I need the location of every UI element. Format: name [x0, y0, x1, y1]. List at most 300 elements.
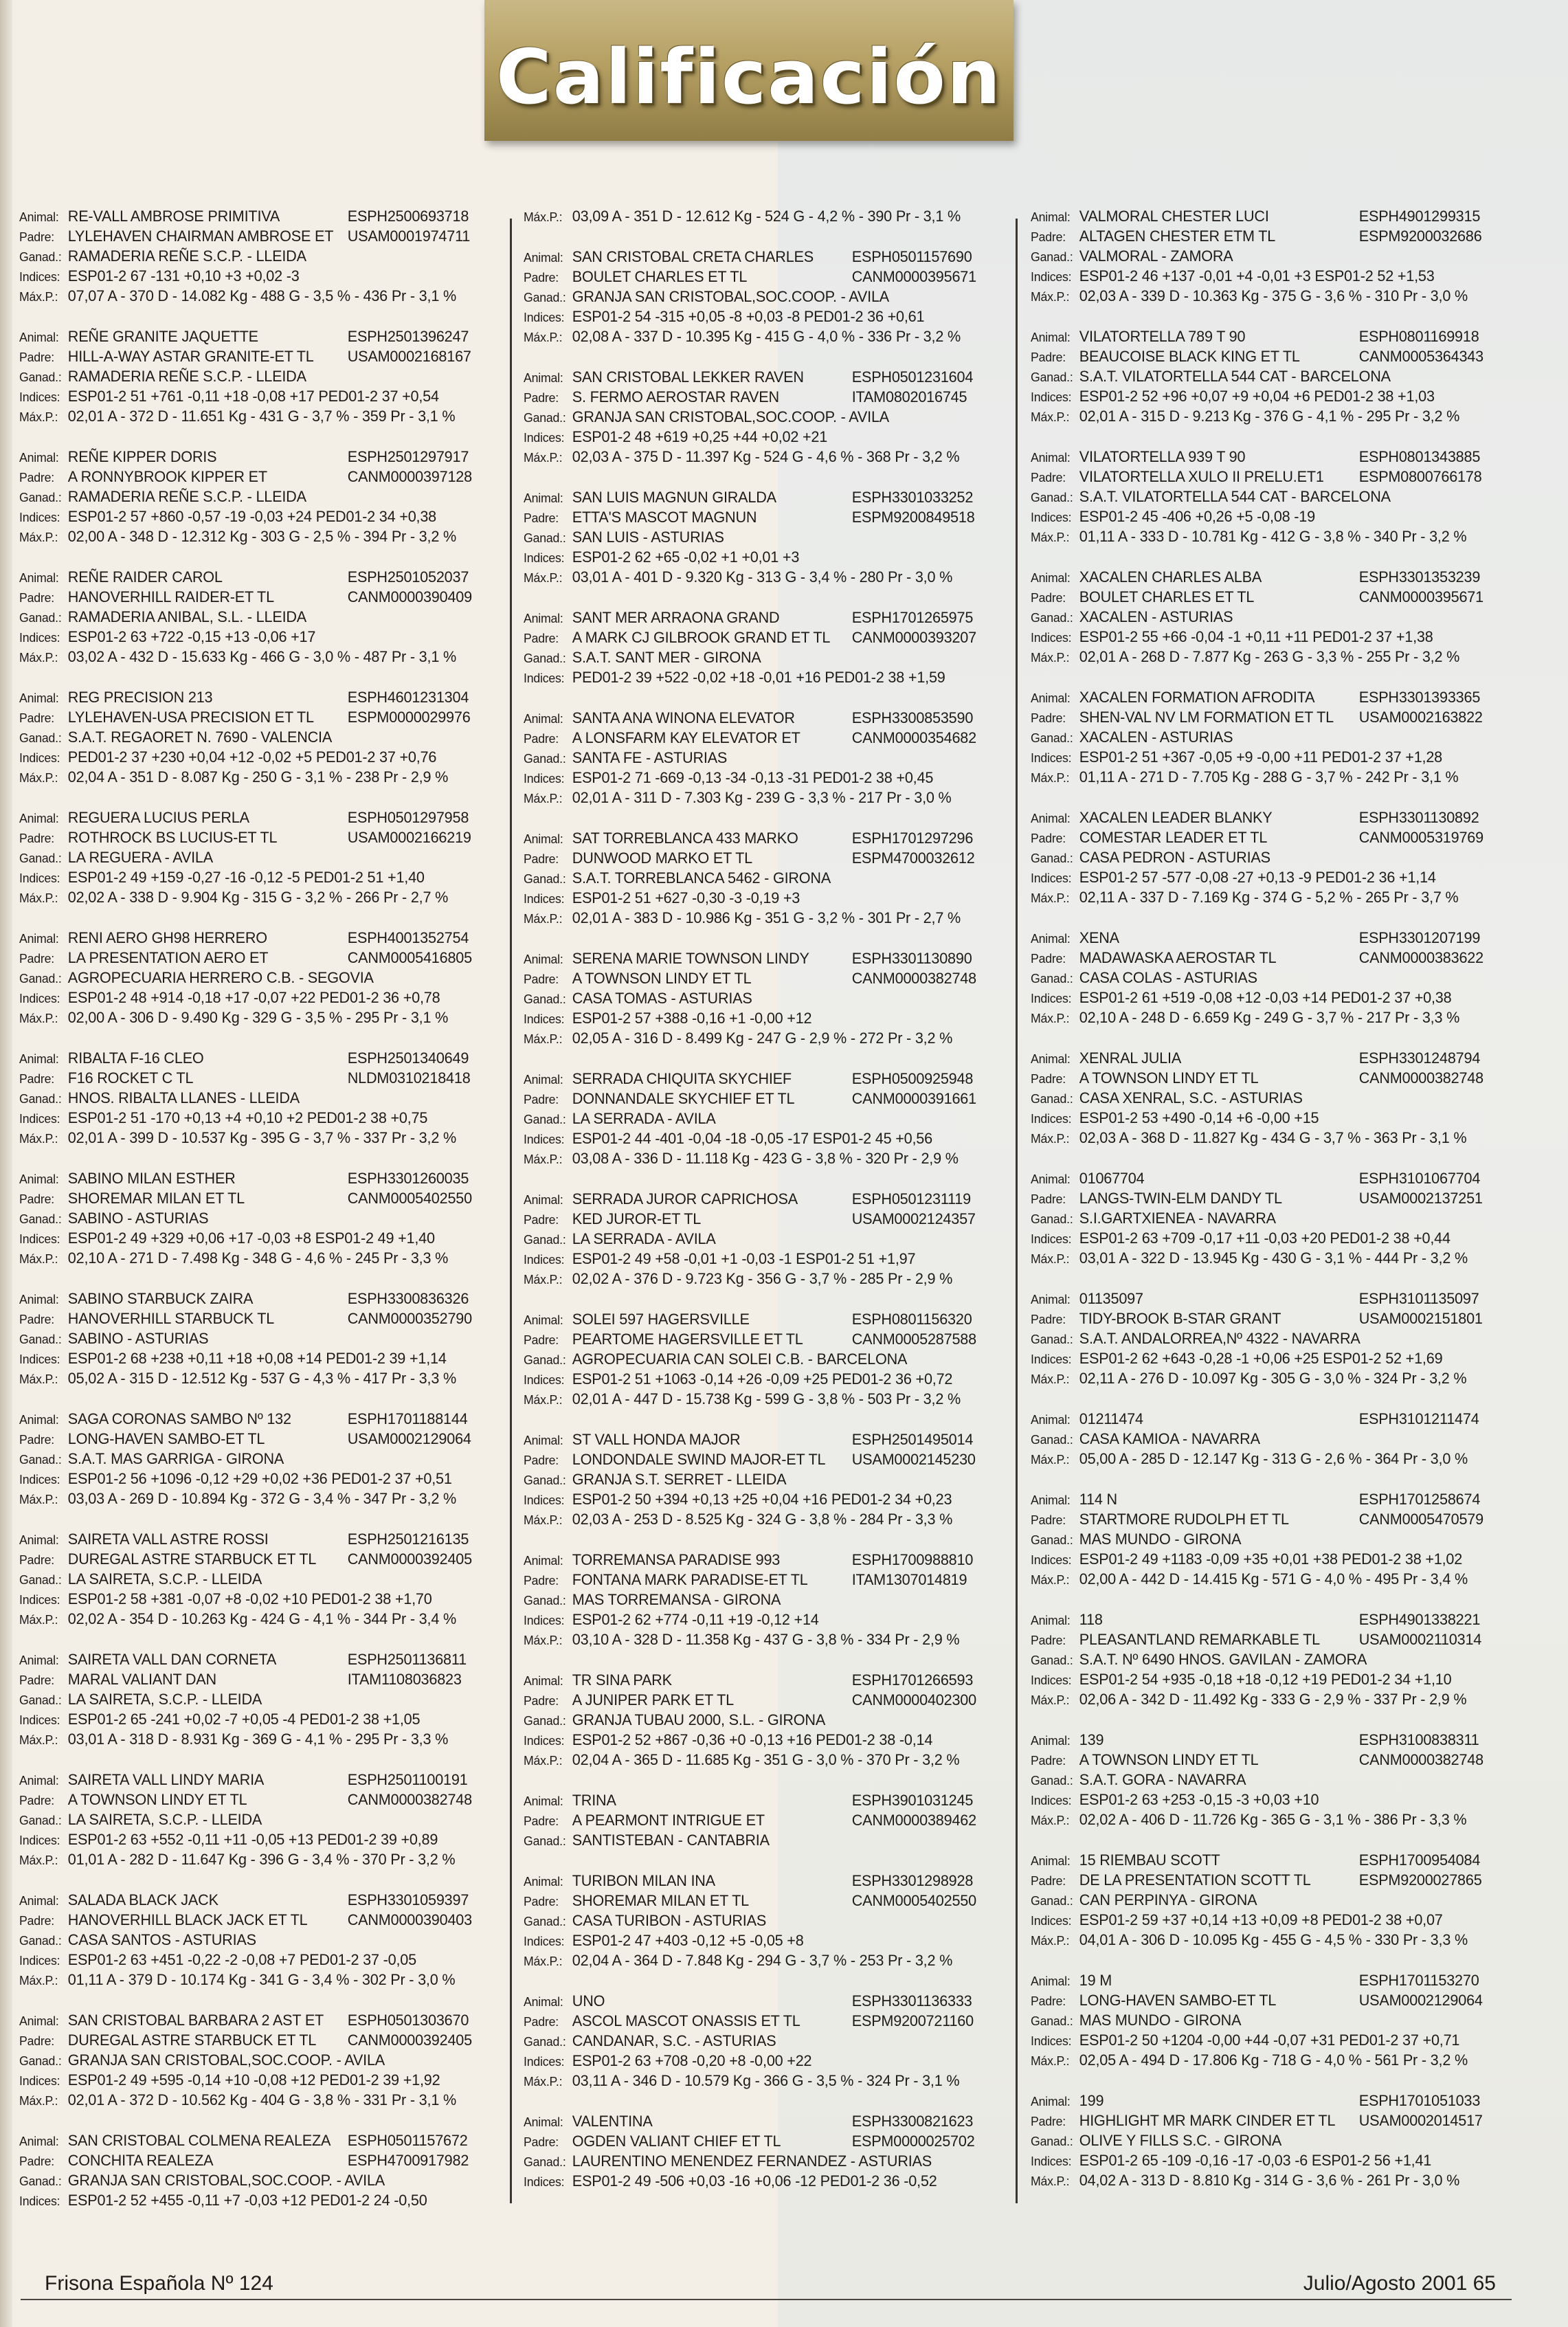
field-value: 02,08 A - 337 D - 10.395 Kg - 415 G - 4,0 % - 336 Pr - 3,2 %: [572, 328, 961, 345]
field-value: 03,01 A - 401 D - 9.320 Kg - 313 G - 3,4 % - 280 Pr - 3,0 %: [572, 568, 953, 586]
field-value: OGDEN VALIANT CHIEF ET TL: [572, 2133, 781, 2150]
field-value: SANTA FE - ASTURIAS: [572, 749, 728, 766]
entry-line: [524, 1590, 998, 1610]
entry-line: [19, 1669, 493, 1689]
field-value: ESP01-2 45 -406 +0,26 +5 -0,08 -19: [1079, 508, 1315, 525]
entry-line: [524, 868, 998, 888]
registration-code: ESPH1701266593: [851, 1671, 974, 1689]
entry-line: [19, 1007, 493, 1027]
field-label: Animal:: [1031, 1854, 1071, 1868]
field-value: 02,06 A - 342 D - 11.492 Kg - 333 G - 2,9 % - 337 Pr - 2,9 %: [1079, 1691, 1467, 1708]
entry-line: [19, 687, 493, 707]
field-value: 04,01 A - 306 D - 10.095 Kg - 455 G - 4,5 % - 330 Pr - 3,3 %: [1079, 1931, 1468, 1948]
entry-line: [1031, 246, 1505, 266]
registration-code: ESPH3301260035: [347, 1170, 469, 1187]
entry-line: [1031, 447, 1505, 467]
field-value: BEAUCOISE BLACK KING ET TL: [1079, 348, 1300, 365]
field-label: Máx.P.:: [524, 1273, 563, 1287]
field-label: Padre:: [1031, 591, 1066, 605]
field-value: A TOWNSON LINDY ET TL: [572, 970, 752, 987]
registration-code: CANM0000383622: [1358, 949, 1483, 966]
entry-line: [19, 386, 493, 406]
field-label: Ganad.:: [524, 1473, 566, 1487]
entry-line: [19, 1790, 493, 1810]
field-value: LA SAIRETA, S.C.P. - LLEIDA: [67, 1691, 262, 1708]
entry-line: [19, 246, 493, 266]
field-label: Ganad.:: [1031, 1654, 1073, 1667]
registration-code: ESPH4901299315: [1358, 208, 1481, 225]
animal-entry: [19, 928, 502, 1027]
field-label: Ganad.:: [19, 370, 62, 384]
field-value: ESP01-2 62 +774 -0,11 +19 -0,12 +14: [572, 1611, 819, 1628]
field-value: DUREGAL ASTRE STARBUCK ET TL: [67, 2031, 317, 2049]
entry-line: [1031, 2091, 1505, 2111]
field-label: Indices:: [1031, 1794, 1072, 1807]
field-value: 03,02 A - 432 D - 15.633 Kg - 466 G - 3,0 % - 487 Pr - 3,1 %: [67, 648, 457, 665]
field-value: CASA TOMAS - ASTURIAS: [572, 990, 752, 1007]
field-value: XACALEN - ASTURIAS: [1079, 608, 1233, 625]
field-label: Máx.P.:: [19, 2094, 58, 2108]
entry-line: [1031, 1790, 1505, 1810]
field-value: LA REGUERA - AVILA: [67, 849, 213, 866]
field-value: REG PRECISION 213: [67, 689, 213, 706]
field-value: GRANJA SAN CRISTOBAL,SOC.COOP. - AVILA: [572, 288, 890, 305]
registration-code: ESPH1701258674: [1358, 1491, 1481, 1508]
entry-line: [1031, 1930, 1505, 1950]
entry-line: [1031, 2170, 1505, 2190]
registration-code: ESPH0501231119: [851, 1190, 971, 1207]
field-value: S.A.T. TORREBLANCA 5462 - GIRONA: [572, 869, 831, 887]
field-label: Ganad.:: [1031, 2135, 1073, 2148]
field-value: S.A.T. ANDALORREA,Nº 4322 - NAVARRA: [1079, 1330, 1360, 1347]
entry-line: [19, 727, 493, 747]
field-label: Animal:: [19, 812, 59, 825]
entry-line: [524, 1730, 998, 1750]
registration-code: ESPH0501303670: [347, 2012, 469, 2029]
registration-code: CANM0000391661: [851, 1090, 976, 1107]
field-value: 02,02 A - 354 D - 10.263 Kg - 424 G - 4,1 % - 344 Pr - 3,4 %: [67, 1610, 457, 1627]
field-value: F16 ROCKET C TL: [67, 1069, 194, 1087]
registration-code: ESPH0501157690: [851, 248, 972, 265]
field-value: LA SAIRETA, S.C.P. - LLEIDA: [67, 1570, 262, 1588]
field-value: HILL-A-WAY ASTAR GRANITE-ET TL: [67, 348, 314, 365]
field-value: SABINO - ASTURIAS: [67, 1330, 209, 1347]
field-label: Padre:: [19, 2034, 54, 2048]
entry-line: [1031, 1850, 1505, 1870]
field-value: BOULET CHARLES ET TL: [1079, 588, 1255, 605]
field-label: Animal:: [524, 1073, 563, 1087]
field-label: Ganad.:: [524, 1594, 566, 1607]
entry-line: [19, 1328, 493, 1348]
field-value: 01,11 A - 271 D - 7.705 Kg - 288 G - 3,7 % - 242 Pr - 3,1 %: [1079, 768, 1459, 786]
registration-code: CANM0000354682: [851, 729, 976, 746]
field-label: Ganad.:: [524, 531, 566, 545]
registration-code: USAM0001974711: [347, 227, 471, 245]
field-label: Padre:: [524, 1895, 559, 1908]
registration-code: ESPH3300836326: [347, 1290, 469, 1307]
animal-entry: [19, 687, 502, 787]
entry-line: [1031, 386, 1505, 406]
field-value: TORREMANSA PARADISE 993: [572, 1551, 781, 1568]
animal-entry: [1031, 1409, 1513, 1469]
entry-line: [524, 387, 998, 407]
entry-line: [524, 1269, 998, 1289]
field-value: PED01-2 39 +522 -0,02 +18 -0,01 +16 PED01-2 38 +1,59: [572, 669, 945, 686]
field-label: Ganad.:: [524, 1834, 566, 1848]
field-value: 03,01 A - 318 D - 8.931 Kg - 369 G - 4,1 % - 295 Pr - 3,3 %: [67, 1730, 449, 1748]
field-label: Padre:: [1031, 1994, 1066, 2008]
field-label: Indices:: [1031, 390, 1072, 404]
field-label: Animal:: [19, 1413, 59, 1427]
registration-code: USAM0002151801: [1358, 1310, 1483, 1327]
field-label: Máx.P.:: [1031, 1453, 1070, 1467]
field-value: 02,03 A - 375 D - 11.397 Kg - 524 G - 4,6 % - 368 Pr - 3,2 %: [572, 448, 960, 465]
entry-line: [19, 887, 493, 907]
field-label: Padre:: [1031, 1313, 1066, 1326]
field-value: HANOVERHILL STARBUCK TL: [67, 1310, 275, 1327]
field-value: S.A.T. MAS GARRIGA - GIRONA: [67, 1450, 284, 1467]
field-value: A PEARMONT INTRIGUE ET: [572, 1812, 765, 1829]
entry-line: [524, 247, 998, 267]
entry-line: [19, 1248, 493, 1268]
field-label: Indices:: [19, 2194, 60, 2208]
field-value: 01135097: [1079, 1290, 1143, 1307]
entry-line: [524, 708, 998, 728]
entry-line: [19, 447, 493, 467]
registration-code: CANM0000389462: [851, 1812, 976, 1829]
registration-code: USAM0002163822: [1358, 709, 1483, 726]
section-banner: [484, 0, 1013, 141]
field-value: SAN CRISTOBAL COLMENA REALEZA: [67, 2132, 331, 2149]
field-value: 01,11 A - 333 D - 10.781 Kg - 412 G - 3,8 % - 340 Pr - 3,2 %: [1079, 528, 1467, 545]
entry-line: [1031, 1289, 1505, 1309]
entry-line: [524, 307, 998, 326]
field-value: A TOWNSON LINDY ET TL: [1079, 1751, 1259, 1768]
entry-line: [524, 1891, 998, 1911]
entry-line: [19, 226, 493, 246]
field-value: PEARTOME HAGERSVILLE ET TL: [572, 1330, 803, 1348]
animal-entry: [1031, 1970, 1513, 2070]
field-value: 02,03 A - 368 D - 11.827 Kg - 434 G - 3,7 % - 363 Pr - 3,1 %: [1079, 1129, 1467, 1146]
entry-line: [1031, 1870, 1505, 1890]
animal-entry: [524, 367, 1006, 467]
registration-code: ESPM0800766178: [1358, 468, 1482, 485]
field-label: Padre:: [1031, 1874, 1066, 1888]
field-value: DE LA PRESENTATION SCOTT TL: [1079, 1871, 1311, 1889]
field-label: Máx.P.:: [19, 290, 58, 304]
entry-line: [524, 2131, 998, 2151]
field-label: Ganad.:: [524, 2035, 566, 2049]
entry-line: [524, 547, 998, 567]
field-label: Padre:: [19, 591, 54, 605]
entry-line: [19, 1910, 493, 1930]
entry-line: [524, 768, 998, 788]
registration-code: ESPH3101211474: [1358, 1410, 1479, 1427]
entry-line: [19, 1208, 493, 1228]
field-value: BOULET CHARLES ET TL: [572, 268, 748, 285]
field-value: FONTANA MARK PARADISE-ET TL: [572, 1571, 808, 1588]
field-label: Ganad.:: [524, 1915, 566, 1928]
registration-code: ESPM0000029976: [347, 709, 471, 726]
field-value: ESP01-2 55 +66 -0,04 -1 +0,11 +11 PED01-2 37 +1,38: [1079, 628, 1433, 645]
field-label: Padre:: [1031, 1072, 1066, 1086]
entry-line: [524, 527, 998, 547]
field-value: A JUNIPER PARK ET TL: [572, 1691, 735, 1708]
registration-code: USAM0002014517: [1358, 2112, 1483, 2129]
entry-line: [19, 627, 493, 647]
field-label: Animal:: [19, 2014, 59, 2028]
field-label: Indices:: [19, 871, 60, 885]
field-value: VILATORTELLA 789 T 90: [1079, 328, 1246, 345]
registration-code: CANM0000395671: [1358, 588, 1483, 605]
entry-line: [19, 1469, 493, 1489]
field-label: Máx.P.:: [19, 410, 58, 424]
entry-line: [1031, 526, 1505, 546]
field-label: Padre:: [524, 732, 559, 746]
field-value: XENA: [1079, 929, 1119, 946]
entry-line: [19, 1770, 493, 1790]
field-label: Máx.P.:: [524, 210, 563, 224]
field-label: Padre:: [19, 1192, 54, 1206]
animal-entry: [1031, 1850, 1513, 1950]
field-value: ESP01-2 51 +1063 -0,14 +26 -0,09 +25 PED01-2 36 +0,72: [572, 1370, 953, 1388]
field-value: PLEASANTLAND REMARKABLE TL: [1079, 1631, 1321, 1648]
registration-code: ESPM4700032612: [851, 849, 975, 867]
field-value: ASCOL MASCOT ONASSIS ET TL: [572, 2012, 800, 2029]
field-label: Ganad.:: [19, 1693, 62, 1707]
animal-entry: [1031, 1289, 1513, 1388]
animal-entry: [19, 567, 502, 667]
field-value: GRANJA SAN CRISTOBAL,SOC.COOP. - AVILA: [67, 2051, 385, 2069]
field-label: Máx.P.:: [19, 1012, 58, 1025]
field-label: Ganad.:: [1031, 1433, 1073, 1447]
field-label: Máx.P.:: [1031, 290, 1070, 304]
field-label: Ganad.:: [1031, 2014, 1073, 2028]
field-label: Padre:: [19, 2155, 54, 2168]
field-value: ESP01-2 47 +403 -0,12 +5 -0,05 +8: [572, 1932, 804, 1949]
entry-line: [19, 2170, 493, 2190]
field-value: DUNWOOD MARKO ET TL: [572, 849, 752, 867]
field-label: Indices:: [19, 1232, 60, 1246]
registration-code: ITAM0802016745: [851, 388, 967, 405]
entry-line: [19, 587, 493, 607]
field-value: AGROPECUARIA CAN SOLEI C.B. - BARCELONA: [572, 1350, 908, 1368]
field-value: HANOVERHILL BLACK JACK ET TL: [67, 1911, 308, 1928]
entry-line: [1031, 1669, 1505, 1689]
entry-line: [1031, 1649, 1505, 1669]
field-value: ESP01-2 57 -577 -0,08 -27 +0,13 -9 PED01-2 36 +1,14: [1079, 869, 1436, 886]
field-value: 02,01 A - 447 D - 15.738 Kg - 599 G - 3,8 % - 503 Pr - 3,2 %: [572, 1390, 961, 1407]
field-value: CONCHITA REALEZA: [67, 2152, 214, 2169]
field-label: Indices:: [524, 431, 565, 445]
field-value: REÑE RAIDER CAROL: [67, 568, 223, 586]
field-value: ESP01-2 51 +761 -0,11 +18 -0,08 +17 PED01-2 37 +0,54: [67, 388, 439, 405]
field-label: Indices:: [1031, 631, 1072, 645]
entry-line: [524, 1229, 998, 1249]
field-label: Máx.P.:: [1031, 1252, 1070, 1266]
registration-code: ESPH1701051033: [1358, 2092, 1481, 2109]
entry-line: [1031, 226, 1505, 246]
field-value: COMESTAR LEADER ET TL: [1079, 829, 1268, 846]
entry-line: [1031, 1228, 1505, 1248]
registration-code: CANM0000390403: [347, 1911, 472, 1928]
field-label: Indices:: [19, 270, 60, 284]
field-label: Animal:: [19, 1894, 59, 1908]
entry-line: [524, 367, 998, 387]
field-value: 114 N: [1079, 1491, 1117, 1508]
field-value: ALTAGEN CHESTER ETM TL: [1079, 227, 1276, 245]
entry-line: [524, 1871, 998, 1891]
field-value: KED JUROR-ET TL: [572, 1210, 702, 1227]
field-label: Indices:: [1031, 511, 1072, 524]
entry-line: [1031, 767, 1505, 787]
field-value: ESP01-2 49 +159 -0,27 -16 -0,12 -5 PED01-2 51 +1,40: [67, 869, 425, 886]
field-label: Animal:: [1031, 571, 1071, 585]
field-value: ESP01-2 65 -109 -0,16 -17 -0,03 -6 ESP01-2 56 +1,41: [1079, 2152, 1432, 2169]
field-value: ESP01-2 58 +381 -0,07 +8 -0,02 +10 PED01-2 38 +1,70: [67, 1590, 432, 1607]
field-label: Indices:: [524, 772, 565, 786]
entry-line: [524, 487, 998, 507]
field-label: Animal:: [19, 1293, 59, 1306]
entry-line: [524, 2031, 998, 2051]
field-label: Ganad.:: [1031, 611, 1073, 625]
field-value: VALENTINA: [572, 2113, 653, 2130]
entry-line: [524, 988, 998, 1008]
field-label: Indices:: [524, 892, 565, 906]
field-label: Padre:: [524, 632, 559, 645]
entry-line: [1031, 1610, 1505, 1629]
registration-code: NLDM0310218418: [347, 1069, 471, 1087]
entry-line: [1031, 1489, 1505, 1509]
entry-line: [19, 286, 493, 306]
field-label: Padre:: [1031, 2115, 1066, 2128]
field-value: ESP01-2 57 +860 -0,57 -19 -0,03 +24 PED01-2 34 +0,38: [67, 508, 437, 525]
field-value: 02,01 A - 372 D - 11.651 Kg - 431 G - 3,7 % - 359 Pr - 3,1 %: [67, 408, 456, 425]
field-value: S.A.T. GORA - NAVARRA: [1079, 1771, 1246, 1788]
field-label: Animal:: [1031, 1052, 1071, 1066]
field-value: SABINO - ASTURIAS: [67, 1210, 209, 1227]
registration-code: ESPH3301033252: [851, 489, 974, 506]
entry-line: [524, 848, 998, 868]
field-label: Máx.P.:: [1031, 1372, 1070, 1386]
field-label: Indices:: [19, 751, 60, 765]
field-value: SAN CRISTOBAL LEKKER RAVEN: [572, 368, 804, 386]
field-value: CAN PERPINYA - GIRONA: [1079, 1891, 1257, 1908]
entry-line: [524, 1930, 998, 1950]
entry-line: [19, 1849, 493, 1869]
field-label: Indices:: [524, 1133, 565, 1146]
field-label: Padre:: [524, 2135, 559, 2149]
field-label: Animal:: [524, 712, 563, 726]
registration-code: CANM0000382748: [347, 1791, 472, 1808]
field-value: SHOREMAR MILAN ET TL: [572, 1892, 750, 1909]
field-value: 03,08 A - 336 D - 11.118 Kg - 423 G - 3,8 % - 320 Pr - 2,9 %: [572, 1150, 959, 1167]
registration-code: ESPH4901338221: [1358, 1611, 1481, 1628]
entry-line: [524, 1449, 998, 1469]
field-value: A MARK CJ GILBROOK GRAND ET TL: [572, 629, 831, 646]
field-value: SABINO STARBUCK ZAIRA: [67, 1290, 254, 1307]
field-value: ESP01-2 52 +96 +0,07 +9 +0,04 +6 PED01-2 38 +1,03: [1079, 388, 1435, 405]
field-label: Padre:: [19, 1794, 54, 1807]
entry-line: [1031, 2111, 1505, 2130]
animal-entry: [1031, 928, 1513, 1027]
entry-line: [524, 1189, 998, 1209]
field-value: ESP01-2 53 +490 -0,14 +6 -0,00 +15: [1079, 1109, 1319, 1126]
entry-line: [19, 1689, 493, 1709]
field-value: REGUERA LUCIUS PERLA: [67, 809, 249, 826]
field-value: LONG-HAVEN SAMBO-ET TL: [1079, 1992, 1277, 2009]
field-label: Indices:: [19, 1352, 60, 1366]
field-label: Máx.P.:: [1031, 410, 1070, 424]
animal-entry: [1031, 1048, 1513, 1148]
field-label: Ganad.:: [19, 1573, 62, 1587]
entry-line: [19, 1429, 493, 1449]
field-label: Máx.P.:: [524, 1955, 563, 1968]
field-value: 07,07 A - 370 D - 14.082 Kg - 488 G - 3,5 % - 436 Pr - 3,1 %: [67, 287, 457, 304]
animal-entry: [524, 206, 1006, 226]
field-label: Indices:: [524, 1734, 565, 1748]
entry-line: [1031, 928, 1505, 948]
field-value: 03,03 A - 269 D - 10.894 Kg - 372 G - 3,4 % - 347 Pr - 3,2 %: [67, 1490, 457, 1507]
field-label: Ganad.:: [524, 1714, 566, 1728]
field-label: Animal:: [1031, 1293, 1071, 1306]
registration-code: ESPH3101135097: [1358, 1290, 1479, 1307]
entry-line: [1031, 1208, 1505, 1228]
registration-code: ESPH2500693718: [347, 208, 469, 225]
entry-line: [19, 506, 493, 526]
field-label: Padre:: [524, 391, 559, 405]
registration-code: USAM0002129064: [347, 1430, 471, 1447]
field-label: Animal:: [524, 612, 563, 625]
entry-line: [1031, 1509, 1505, 1529]
entry-line: [19, 1128, 493, 1148]
field-value: ETTA'S MASCOT MAGNUN: [572, 509, 757, 526]
entry-line: [524, 728, 998, 748]
entry-line: [1031, 1990, 1505, 2010]
field-label: Ganad.:: [1031, 1092, 1073, 1106]
field-value: ESP01-2 49 +329 +0,06 +17 -0,03 +8 ESP01-2 49 +1,40: [67, 1229, 435, 1247]
field-value: 02,04 A - 351 D - 8.087 Kg - 250 G - 3,1 % - 238 Pr - 2,9 %: [67, 768, 449, 786]
animal-entry: [19, 1289, 502, 1388]
entry-line: [524, 1008, 998, 1028]
entry-line: [524, 507, 998, 527]
entry-line: [19, 1108, 493, 1128]
field-label: Máx.P.:: [524, 451, 563, 465]
entry-line: [1031, 1569, 1505, 1589]
entry-line: [1031, 2130, 1505, 2150]
field-value: 02,10 A - 271 D - 7.498 Kg - 348 G - 4,6 % - 245 Pr - 3,3 %: [67, 1249, 449, 1267]
field-label: Animal:: [1031, 1493, 1071, 1507]
field-value: MAS TORREMANSA - GIRONA: [572, 1591, 781, 1608]
entry-line: [524, 667, 998, 687]
entry-line: [1031, 1890, 1505, 1910]
field-value: ESP01-2 62 +65 -0,02 +1 +0,01 +3: [572, 548, 800, 566]
field-value: AGROPECUARIA HERRERO C.B. - SEGOVIA: [67, 969, 374, 986]
entry-line: [1031, 847, 1505, 867]
field-value: ESP01-2 49 +58 -0,01 +1 -0,03 -1 ESP01-2 51 +1,97: [572, 1250, 916, 1267]
field-label: Padre:: [524, 1574, 559, 1588]
field-label: Ganad.:: [19, 2174, 62, 2188]
field-value: SAIRETA VALL LINDY MARIA: [67, 1771, 265, 1788]
entry-line: [1031, 968, 1505, 988]
registration-code: ESPM9200032686: [1358, 227, 1482, 245]
entry-line: [1031, 467, 1505, 487]
entry-line: [19, 968, 493, 988]
field-value: 03,09 A - 351 D - 12.612 Kg - 524 G - 4,2 % - 390 Pr - 3,1 %: [572, 208, 961, 225]
animal-entry: [1031, 687, 1513, 787]
entry-line: [1031, 2050, 1505, 2070]
registration-code: ESPH1701153270: [1358, 1972, 1479, 1989]
